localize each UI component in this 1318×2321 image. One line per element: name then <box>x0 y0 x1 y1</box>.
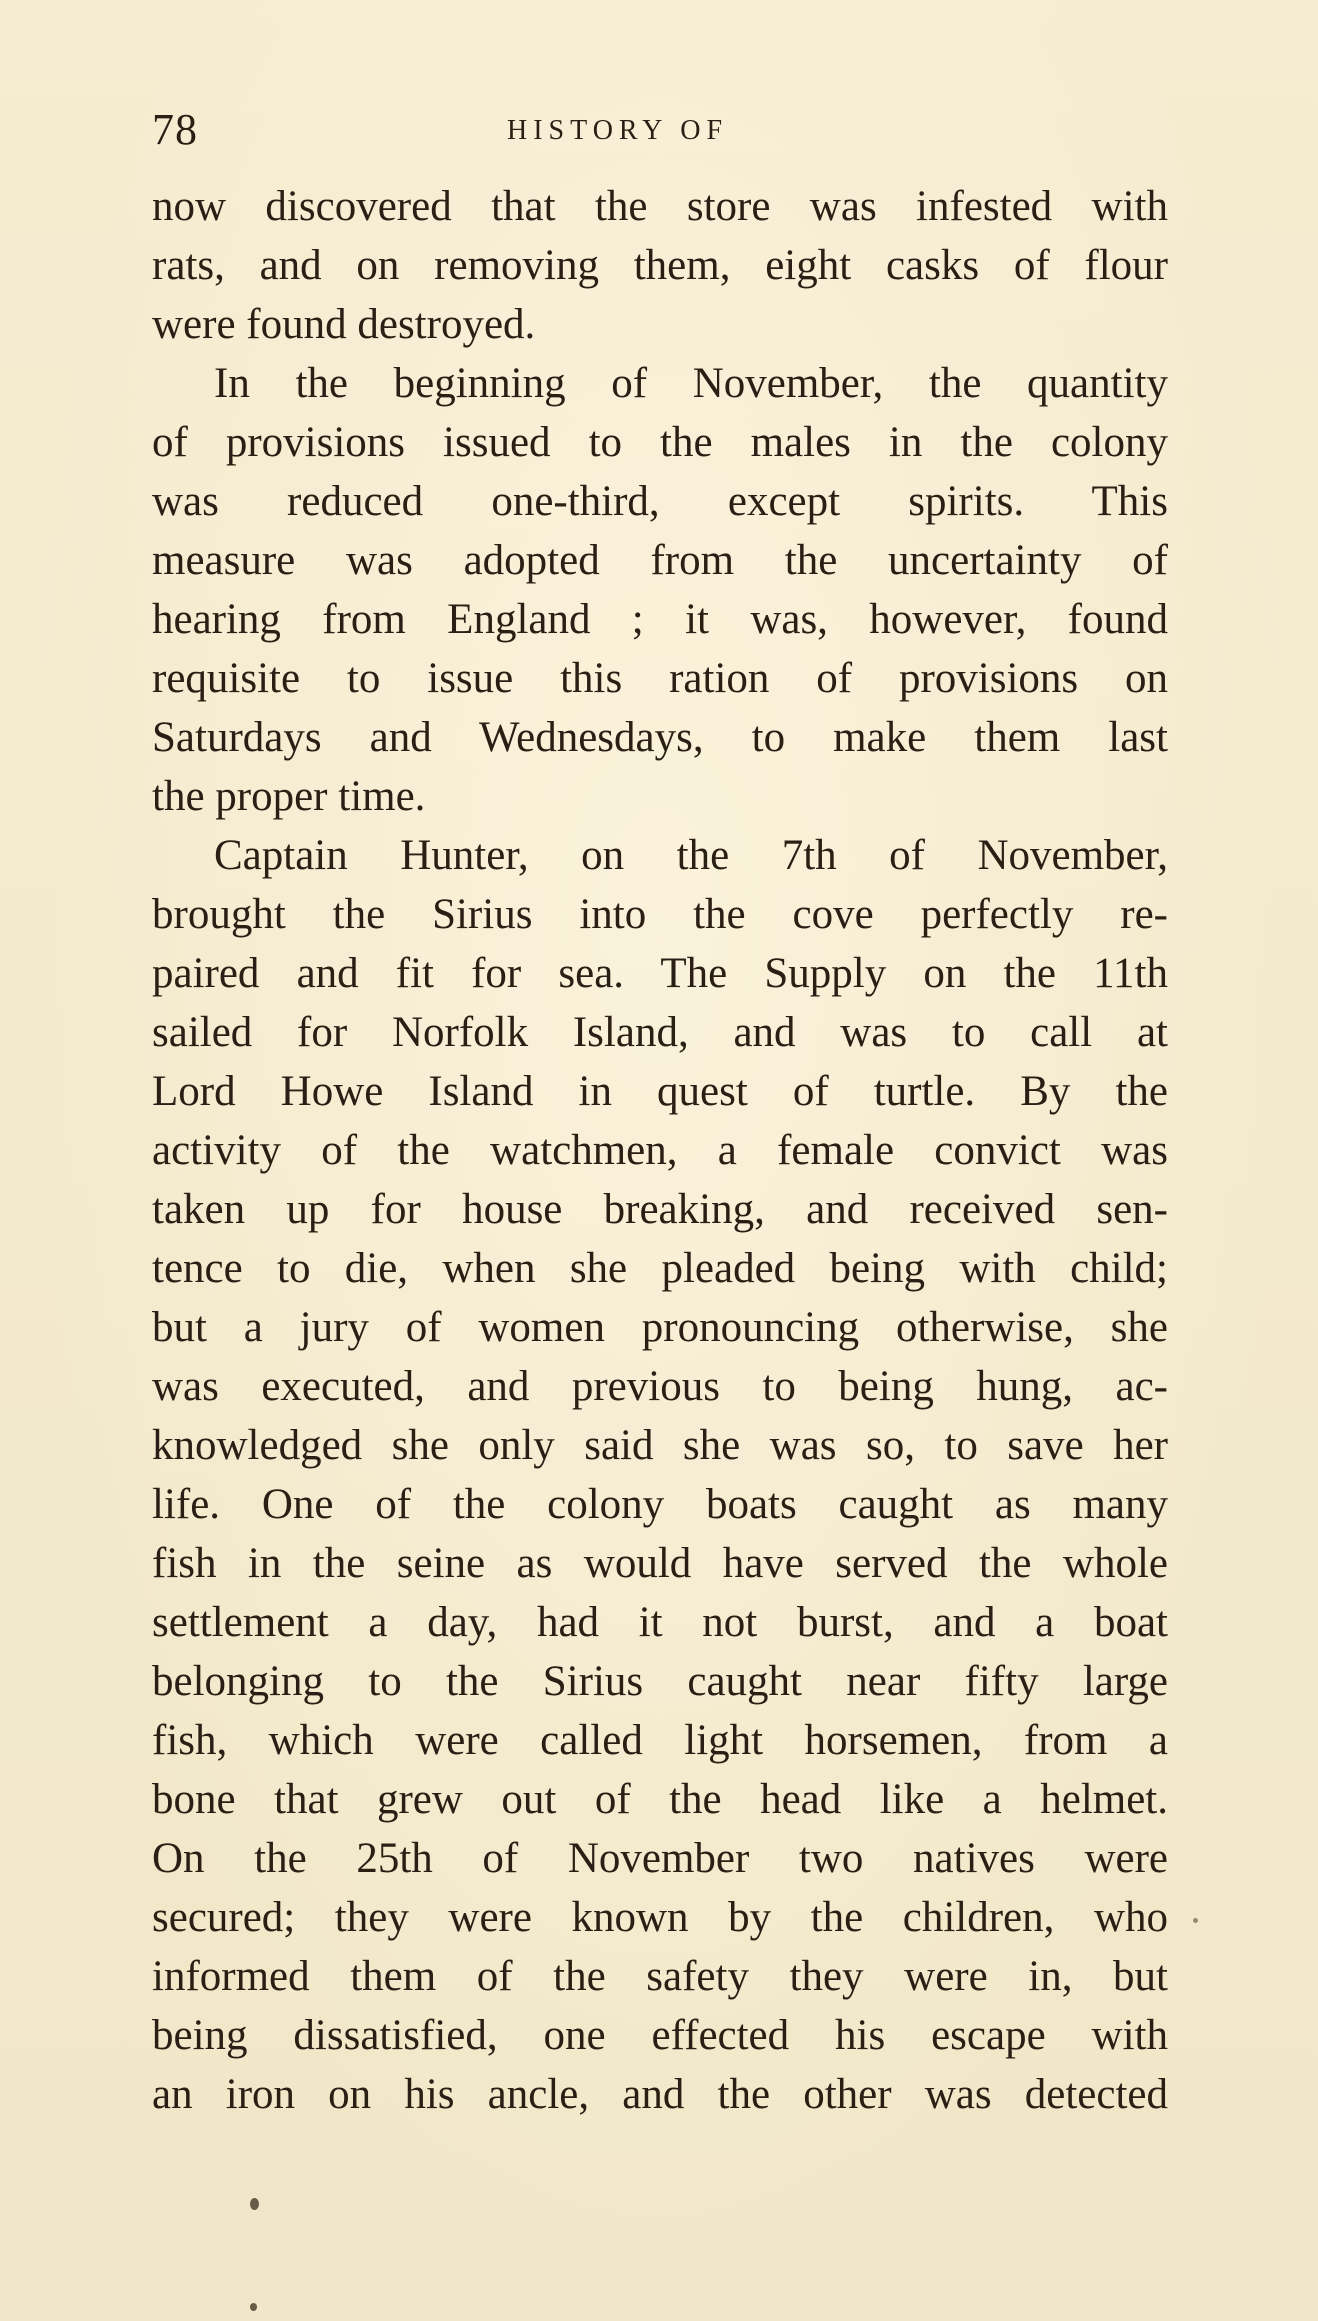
ink-speck <box>250 2198 259 2210</box>
text-line: bone that grew out of the head like a helmet. <box>152 1776 1168 1823</box>
text-line: measure was adopted from the uncertainty of <box>152 537 1168 584</box>
text-line: brought the Sirius into the cove perfectly re- <box>152 891 1168 938</box>
text-line: secured; they were known by the children, who <box>152 1894 1168 1941</box>
text-line: fish in the seine as would have served the whole <box>152 1540 1168 1587</box>
text-line: knowledged she only said she was so, to save her <box>152 1422 1168 1469</box>
text-line: tence to die, when she pleaded being with child; <box>152 1245 1168 1292</box>
text-line: informed them of the safety they were in, but <box>152 1953 1168 2000</box>
ink-speck <box>1193 1918 1198 1923</box>
text-line: was executed, and previous to being hung, ac- <box>152 1363 1168 1410</box>
text-line: Lord Howe Island in quest of turtle. By the <box>152 1068 1168 1115</box>
text-line: but a jury of women pronouncing otherwise, she <box>152 1304 1168 1351</box>
text-line: paired and fit for sea. The Supply on the 11th <box>152 950 1168 997</box>
text-line: being dissatisfied, one effected his escape with <box>152 2012 1168 2059</box>
text-line: fish, which were called light horsemen, from a <box>152 1717 1168 1764</box>
text-line: of provisions issued to the males in the colony <box>152 419 1168 466</box>
text-line: was reduced one-third, except spirits. This <box>152 478 1168 525</box>
text-line: Captain Hunter, on the 7th of November, <box>214 832 1168 879</box>
text-line: In the beginning of November, the quantity <box>214 360 1168 407</box>
text-line: were found destroyed. <box>152 301 536 348</box>
text-line: an iron on his ancle, and the other was detected <box>152 2071 1168 2118</box>
text-line: On the 25th of November two natives were <box>152 1835 1168 1882</box>
text-line: life. One of the colony boats caught as many <box>152 1481 1168 1528</box>
page-number: 78 <box>152 105 198 154</box>
text-line: the proper time. <box>152 773 426 820</box>
text-line: belonging to the Sirius caught near fifty large <box>152 1658 1168 1705</box>
running-head: HISTORY OF <box>507 115 729 146</box>
ink-speck <box>250 2303 257 2311</box>
text-line: taken up for house breaking, and received sen- <box>152 1186 1168 1233</box>
text-line: requisite to issue this ration of provisions on <box>152 655 1168 702</box>
text-line: hearing from England ; it was, however, found <box>152 596 1168 643</box>
text-line: Saturdays and Wednesdays, to make them last <box>152 714 1168 761</box>
text-line: activity of the watchmen, a female convict was <box>152 1127 1168 1174</box>
text-line: settlement a day, had it not burst, and a boat <box>152 1599 1168 1646</box>
body-text <box>152 177 1168 2124</box>
page-header <box>152 100 1168 160</box>
text-line: now discovered that the store was infested with <box>152 183 1168 230</box>
text-line: sailed for Norfolk Island, and was to call at <box>152 1009 1168 1056</box>
text-line: rats, and on removing them, eight casks of flour <box>152 242 1168 289</box>
